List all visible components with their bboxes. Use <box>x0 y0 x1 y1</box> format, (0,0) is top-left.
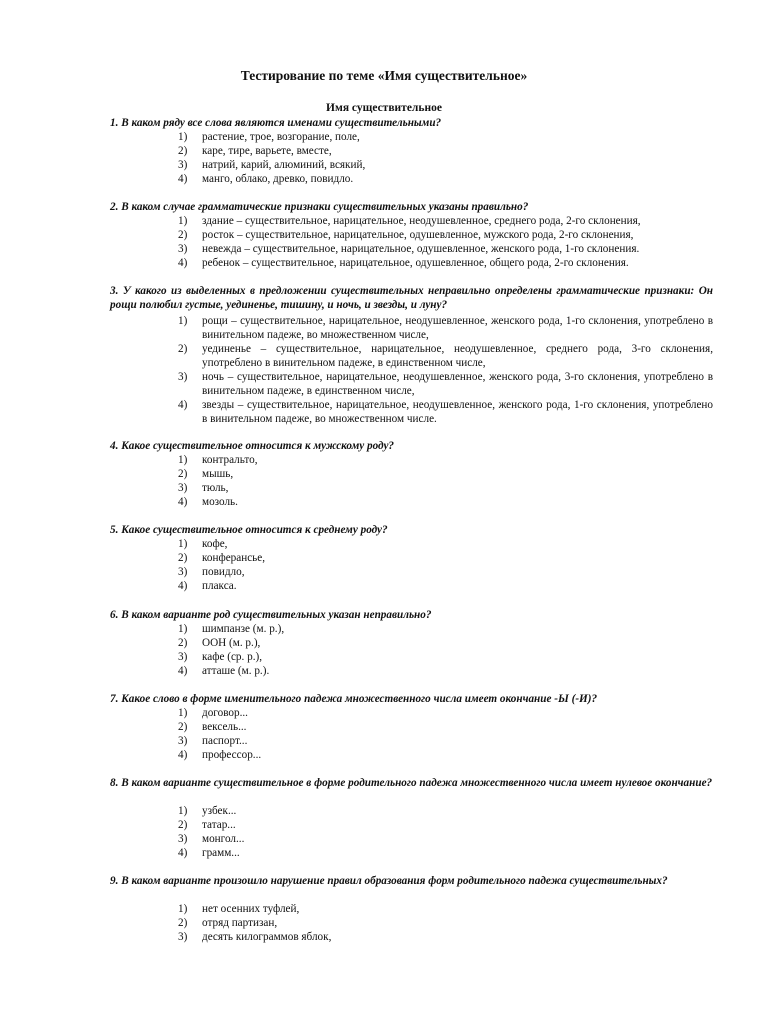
option <box>178 158 713 172</box>
option-text: кафе (ср. р.), <box>202 651 263 663</box>
question-9-options <box>178 902 713 944</box>
option-number: 4) <box>178 257 188 269</box>
option-text: рощи – существительное, нарицательное, неодушевленное, женского рода, 1-го склонения, употреблено в винительном падеже, во множественном числе, <box>202 315 713 341</box>
option-number: 3) <box>178 566 188 578</box>
option <box>178 342 713 370</box>
option <box>178 818 713 832</box>
question-6: 6. В каком варианте род существительных указан неправильно? <box>110 609 432 621</box>
option-number: 3) <box>178 931 188 943</box>
question-6-options <box>178 622 713 678</box>
question-3-options <box>178 314 713 426</box>
option <box>178 832 713 846</box>
option-number: 3) <box>178 735 188 747</box>
option <box>178 370 713 398</box>
question-7: 7. Какое слово в форме именительного падежа множественного числа имеет окончание -Ы (-И)? <box>110 693 598 705</box>
option-text: каре, тире, варьете, вместе, <box>202 145 332 157</box>
document-title: Тестирование по теме «Имя существительное» <box>240 68 528 83</box>
option <box>178 551 713 565</box>
question-4: 4. Какое существительное относится к мужскому роду? <box>110 440 395 452</box>
option-text: ребенок – существительное, нарицательное, одушевленное, общего рода, 2-го склонения. <box>202 257 629 269</box>
option-number: 4) <box>178 580 188 592</box>
question-1: 1. В каком ряду все слова являются именами существительными? <box>110 117 442 129</box>
option-number: 2) <box>178 468 188 480</box>
option-text: конферансье, <box>202 552 266 564</box>
option-text: кофе, <box>202 538 228 550</box>
question-2-options <box>178 214 713 270</box>
option-text: повидло, <box>202 566 245 578</box>
option-text: татар... <box>202 819 236 831</box>
option-number: 2) <box>178 552 188 564</box>
option-text: плакса. <box>202 580 237 592</box>
option <box>178 916 713 930</box>
option <box>178 846 713 860</box>
option-number: 2) <box>178 917 188 929</box>
option-number: 2) <box>178 819 188 831</box>
option-text: мышь, <box>202 468 234 480</box>
option <box>178 565 713 579</box>
option-text: отряд партизан, <box>202 917 278 929</box>
option-number: 4) <box>178 665 188 677</box>
option-text: невежда – существительное, нарицательное, одушевленное, женского рода, 1-го склонения. <box>202 243 640 255</box>
option <box>178 734 713 748</box>
option <box>178 636 713 650</box>
option <box>178 481 713 495</box>
option-text: паспорт... <box>202 735 248 747</box>
option <box>178 622 713 636</box>
question-9: 9. В каком варианте произошло нарушение правил образования форм родительного падежа существительных? <box>110 875 668 887</box>
option <box>178 228 713 242</box>
option-text: контральто, <box>202 454 258 466</box>
question-8: 8. В каком варианте существительное в форме родительного падежа множественного числа имеет нулевое окончание? <box>110 777 713 789</box>
option-number: 1) <box>178 623 188 635</box>
option-text: росток – существительное, нарицательное, одушевленное, мужского рода, 2-го склонения, <box>202 229 634 241</box>
option <box>178 650 713 664</box>
option <box>178 144 713 158</box>
question-2: 2. В каком случае грамматические признаки существительных указаны правильно? <box>110 201 529 213</box>
option-number: 1) <box>178 903 188 915</box>
option-text: мозоль. <box>202 496 238 508</box>
option <box>178 172 713 186</box>
option <box>178 453 713 467</box>
option-text: профессор... <box>202 749 262 761</box>
option-number: 2) <box>178 637 188 649</box>
question-1-options <box>178 130 713 186</box>
option-text: уединенье – существительное, нарицательное, неодушевленное, среднего рода, 3-го склонения, употреблено в винительном падеже, в единственном числе, <box>202 343 713 369</box>
option-number: 4) <box>178 496 188 508</box>
option-text: договор... <box>202 707 248 719</box>
question-5-options <box>178 537 713 593</box>
option-number: 4) <box>178 847 188 859</box>
option-text: десять килограммов яблок, <box>202 931 332 943</box>
option-text: тюль, <box>202 482 229 494</box>
option <box>178 214 713 228</box>
option-number: 2) <box>178 721 188 733</box>
option-number: 2) <box>178 343 188 355</box>
option-number: 4) <box>178 173 188 185</box>
option-number: 3) <box>178 651 188 663</box>
question-3: 3. У какого из выделенных в предложении существительных неправильно определены грамматические признаки: Он рощи полюбил густые, уединенье, тишину, и ночь, и звезды, и луну? <box>110 285 713 311</box>
option-text: шимпанзе (м. р.), <box>202 623 285 635</box>
option-text: звезды – существительное, нарицательное, неодушевленное, женского рода, 1-го склонения, употреблено в винительном падеже, во множественном числе. <box>202 399 713 425</box>
option <box>178 720 713 734</box>
option <box>178 579 713 593</box>
question-5: 5. Какое существительное относится к среднему роду? <box>110 524 388 536</box>
option <box>178 398 713 426</box>
option-text: нет осенних туфлей, <box>202 903 300 915</box>
option <box>178 537 713 551</box>
option <box>178 256 713 270</box>
option-number: 1) <box>178 215 188 227</box>
option <box>178 467 713 481</box>
option-text: растение, трое, возгорание, поле, <box>202 131 360 143</box>
option-text: манго, облако, древко, повидло. <box>202 173 354 185</box>
option-number: 3) <box>178 243 188 255</box>
option-number: 1) <box>178 315 188 327</box>
option-number: 1) <box>178 805 188 817</box>
question-4-options <box>178 453 713 509</box>
option-text: грамм... <box>202 847 240 859</box>
option <box>178 748 713 762</box>
option <box>178 706 713 720</box>
option <box>178 664 713 678</box>
option-number: 1) <box>178 131 188 143</box>
option <box>178 804 713 818</box>
option-number: 4) <box>178 749 188 761</box>
option-text: здание – существительное, нарицательное, неодушевленное, среднего рода, 2-го склонения, <box>202 215 641 227</box>
option-number: 1) <box>178 707 188 719</box>
option-number: 3) <box>178 159 188 171</box>
option <box>178 495 713 509</box>
option-text: атташе (м. р.). <box>202 665 270 677</box>
option-number: 3) <box>178 833 188 845</box>
option-text: ночь – существительное, нарицательное, неодушевленное, женского рода, 3-го склонения, употреблено в винительном падеже, в единственном числе, <box>202 371 713 397</box>
option-text: вексель... <box>202 721 247 733</box>
option-text: узбек... <box>202 805 237 817</box>
option-number: 1) <box>178 454 188 466</box>
option-number: 2) <box>178 229 188 241</box>
option-number: 3) <box>178 482 188 494</box>
option <box>178 314 713 342</box>
option-number: 2) <box>178 145 188 157</box>
option-number: 3) <box>178 371 188 383</box>
option <box>178 130 713 144</box>
section-subtitle: Имя существительное <box>326 102 442 114</box>
option-number: 4) <box>178 399 188 411</box>
option <box>178 902 713 916</box>
question-7-options <box>178 706 713 762</box>
option-text: ООН (м. р.), <box>202 637 261 649</box>
question-8-options <box>178 804 713 860</box>
option <box>178 930 713 944</box>
option-number: 1) <box>178 538 188 550</box>
option-text: монгол... <box>202 833 245 845</box>
option-text: натрий, карий, алюминий, всякий, <box>202 159 366 171</box>
option <box>178 242 713 256</box>
